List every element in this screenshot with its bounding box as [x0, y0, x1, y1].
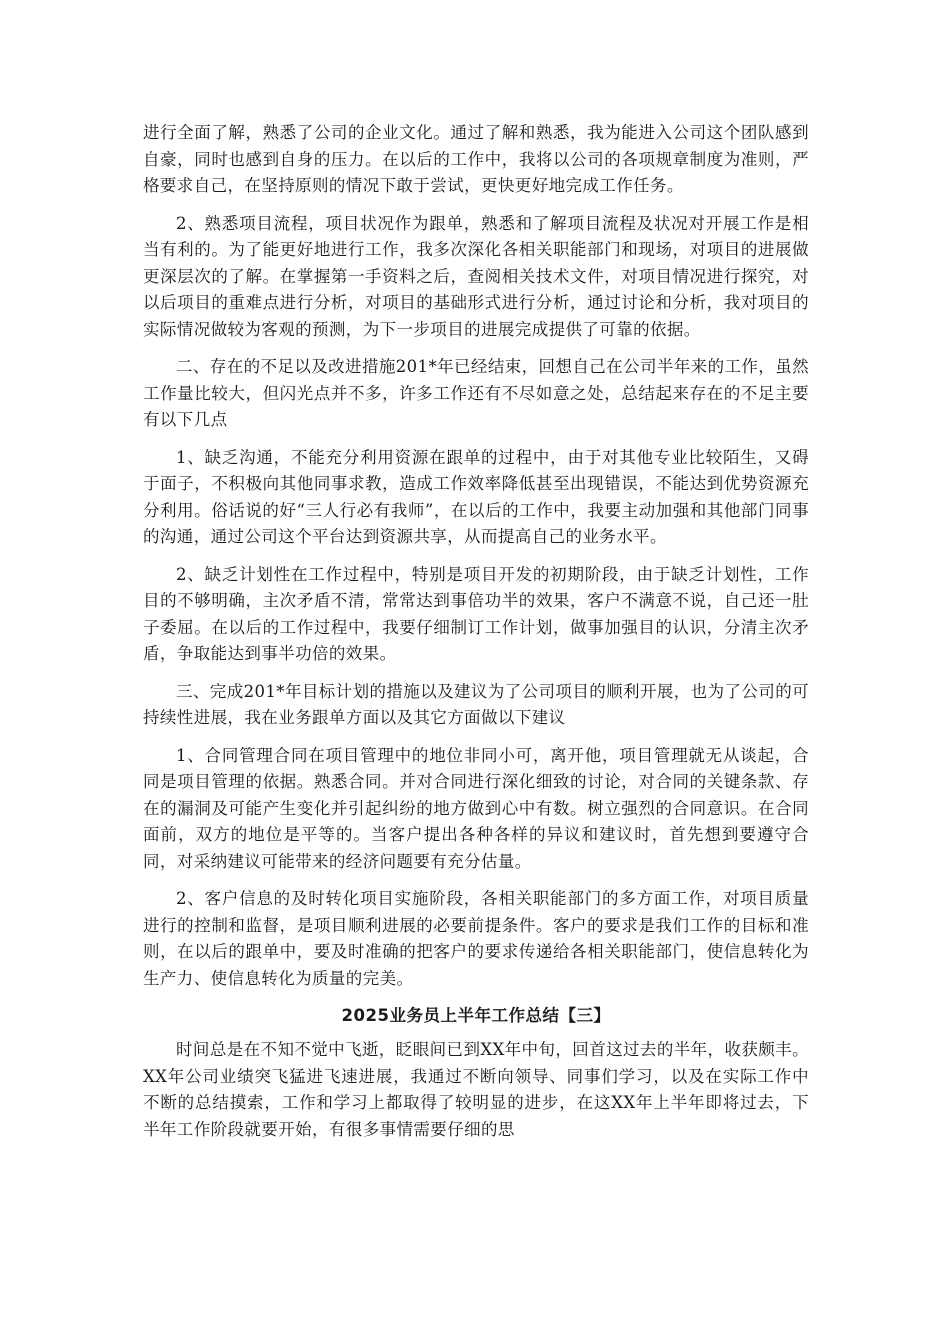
paragraph-shortcomings-intro: 二、存在的不足以及改进措施201*年已经结束，回想自己在公司半年来的工作，虽然工作量比较大，但闪光点并不多，许多工作还有不尽如意之处，总结起来存在的不足主要有以下几点 — [143, 357, 809, 429]
paragraph-half-year-review: 时间总是在不知不觉中飞逝，眨眼间已到XX年中旬，回首这过去的半年，收获颇丰。XX年公司业绩突飞猛进飞速进展，我通过不断向领导、同事们学习，以及在实际工作中不断的总结摸索，工作和学习上都取得了较明显的进步，在这XX年上半年即将过去，下半年工作阶段就要开始，有很多事情需要仔细的思 — [143, 1040, 809, 1139]
paragraph-customer-information: 2、客户信息的及时转化项目实施阶段，各相关职能部门的多方面工作，对项目质量进行的控制和监督，是项目顺利进展的必要前提条件。客户的要求是我们工作的目标和准则，在以后的跟单中，要及时准确的把客户的要求传递给各相关职能部门，使信息转化为生产力、使信息转化为质量的完美。 — [143, 889, 809, 988]
paragraph-project-process: 2、熟悉项目流程，项目状况作为跟单，熟悉和了解项目流程及状况对开展工作是相当有利的。为了能更好地进行工作，我多次深化各相关职能部门和现场，对项目的进展做更深层次的了解。在掌握第一手资料之后，查阅相关技术文件，对项目情况进行探究，对以后项目的重难点进行分析，对项目的基础形式进行分析，通过讨论和分析，我对项目的实际情况做较为客观的预测，为下一步项目的进展完成提供了可靠的依据。 — [143, 213, 809, 339]
document-page — [143, 120, 809, 1154]
section-heading: 2025业务员上半年工作总结【三】 — [341, 1006, 611, 1025]
paragraph-company-culture: 进行全面了解，熟悉了公司的企业文化。通过了解和熟悉，我为能进入公司这个团队感到自豪，同时也感到自身的压力。在以后的工作中，我将以公司的各项规章制度为准则，严格要求自己，在坚持原则的情况下敢于尝试，更快更好地完成工作任务。 — [143, 123, 809, 195]
paragraph-goal-measures: 三、完成201*年目标计划的措施以及建议为了公司项目的顺利开展，也为了公司的可持续性进展，我在业务跟单方面以及其它方面做以下建议 — [143, 681, 809, 727]
paragraph-contract-management: 1、合同管理合同在项目管理中的地位非同小可，离开他，项目管理就无从谈起，合同是项目管理的依据。熟悉合同。并对合同进行深化细致的讨论，对合同的关键条款、存在的漏洞及可能产生变化并引起纠纷的地方做到心中有数。树立强烈的合同意识。在合同面前，双方的地位是平等的。当客户提出各种各样的异议和建议时，首先想到要遵守合同，对采纳建议可能带来的经济问题要有充分估量。 — [143, 745, 809, 871]
paragraph-lack-planning: 2、缺乏计划性在工作过程中，特别是项目开发的初期阶段，由于缺乏计划性，工作目的不够明确，主次矛盾不清，常常达到事倍功半的效果，客户不满意不说，自己还一肚子委屈。在以后的工作过程中，我要仔细制订工作计划，做事加强目的认识，分清主次矛盾，争取能达到事半功倍的效果。 — [143, 564, 809, 663]
paragraph-lack-communication: 1、缺乏沟通，不能充分利用资源在跟单的过程中，由于对其他专业比较陌生，又碍于面子，不积极向其他同事求教，造成工作效率降低甚至出现错误，不能达到优势资源充分利用。俗话说的好“三人行必有我师”，在以后的工作中，我要主动加强和其他部门同事的沟通，通过公司这个平台达到资源共享，从而提高自己的业务水平。 — [143, 447, 809, 546]
